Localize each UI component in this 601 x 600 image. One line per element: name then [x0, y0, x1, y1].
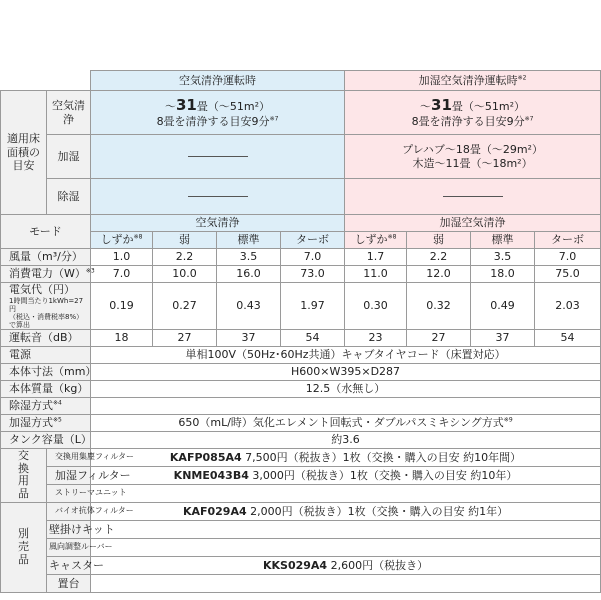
noise-row: [1, 329, 601, 346]
replacement-item-desc: KNME043B4 3,000円（税抜き）1枚（交換・購入の目安 約10年）: [91, 466, 601, 484]
electricity-value: 1.97: [281, 283, 345, 330]
replacement-row: [1, 466, 601, 484]
tank-label: タンク容量（L）: [1, 431, 91, 448]
weight-value: 12.5（水無し）: [91, 380, 601, 397]
electricity-row: [1, 283, 601, 330]
floor-area-air-row: [1, 91, 601, 135]
power-source-value: 単相100V（50Hz･60Hz共通）キャブタイヤコード（床置対応）: [91, 346, 601, 363]
air-clean-mode-header: 空気清浄運転時: [91, 71, 345, 91]
noise-value: 54: [535, 329, 601, 346]
floor-area-dehumid-air: [91, 179, 345, 215]
airflow-value: 7.0: [535, 249, 601, 266]
airflow-label: 風量（m³/分）: [1, 249, 91, 266]
replacement-label: 交換用品: [1, 448, 47, 502]
power-value: 16.0: [217, 266, 281, 283]
noise-value: 37: [217, 329, 281, 346]
dehumid-method-label: 除湿方式$^{※4}$: [1, 397, 91, 414]
humid-clean-mode-header: 加湿空気清浄運転時$^{※2}$: [345, 71, 601, 91]
noise-value: 54: [281, 329, 345, 346]
airflow-value: 1.7: [345, 249, 407, 266]
replacement-item-desc: KAFP085A4 7,500円（税抜き）1枚（交換・購入の目安 約10年間）: [91, 448, 601, 466]
mode-air-quiet: しずか$^{※8}$: [91, 232, 153, 249]
floor-area-dehumid-humid: [345, 179, 601, 215]
replacement-item-name: 加湿フィルター: [47, 466, 91, 484]
electricity-value: 0.30: [345, 283, 407, 330]
replacement-row: [1, 448, 601, 466]
option-item-name: 風向調整ルーバー: [47, 538, 91, 556]
electricity-value: 0.43: [217, 283, 281, 330]
dehumid-method-row: [1, 397, 601, 414]
floor-area-humid-row: [1, 135, 601, 179]
mode-air-low: 弱: [153, 232, 217, 249]
noise-label: 運転音（dB）: [1, 329, 91, 346]
mode-names-row: [1, 232, 601, 249]
option-item-desc: KAF029A4 2,000円（税抜き）1枚（交換・購入の目安 約1年）: [91, 502, 601, 520]
floor-area-label: 適用床面積の目安: [1, 91, 47, 215]
floor-area-humid-air: [91, 135, 345, 179]
floor-area-dehumid-row: [1, 179, 601, 215]
replacement-item-name: ストリーマユニット: [47, 484, 91, 502]
floor-area-dehumid-label: 除湿: [47, 179, 91, 215]
floor-area-humid-clean: 〜31畳（〜51m²） 8畳を清浄する目安9分$^{※7}$: [345, 91, 601, 135]
airflow-value: 3.5: [217, 249, 281, 266]
dimensions-label: 本体寸法（mm）: [1, 363, 91, 380]
floor-area-humid-label: 加湿: [47, 135, 91, 179]
option-row: [1, 538, 601, 556]
power-value: 12.0: [407, 266, 471, 283]
electricity-value: 0.32: [407, 283, 471, 330]
mode-air-turbo: ターボ: [281, 232, 345, 249]
dehumid-method-value: [91, 397, 601, 414]
option-item-name: 置台: [47, 574, 91, 592]
option-item-desc: [91, 538, 601, 556]
airflow-value: 1.0: [91, 249, 153, 266]
power-value: 7.0: [91, 266, 153, 283]
mode-header-row: [1, 71, 601, 91]
power-value: 11.0: [345, 266, 407, 283]
option-item-desc: [91, 574, 601, 592]
replacement-item-name: 交換用集塵フィルター: [47, 448, 91, 466]
spec-table: [0, 70, 601, 593]
replacement-item-desc: [91, 484, 601, 502]
power-value: 18.0: [471, 266, 535, 283]
noise-value: 18: [91, 329, 153, 346]
tank-row: [1, 431, 601, 448]
option-row: [1, 502, 601, 520]
power-row: [1, 266, 601, 283]
weight-row: [1, 380, 601, 397]
noise-value: 23: [345, 329, 407, 346]
noise-value: 27: [407, 329, 471, 346]
option-item-name: バイオ抗体フィルター: [47, 502, 91, 520]
replacement-row: [1, 484, 601, 502]
mode-label: モード: [1, 215, 91, 249]
power-value: 75.0: [535, 266, 601, 283]
power-source-row: [1, 346, 601, 363]
humid-method-label: 加湿方式$^{※5}$: [1, 414, 91, 431]
electricity-value: 2.03: [535, 283, 601, 330]
electricity-value: 0.27: [153, 283, 217, 330]
noise-value: 37: [471, 329, 535, 346]
power-value: 73.0: [281, 266, 345, 283]
humid-method-row: [1, 414, 601, 431]
electricity-value: 0.49: [471, 283, 535, 330]
option-item-name: 壁掛けキット: [47, 520, 91, 538]
tank-value: 約3.6: [91, 431, 601, 448]
floor-area-humid-values: プレハブ〜18畳（〜29m²） 木造〜11畳（〜18m²）: [345, 135, 601, 179]
mode-group-row: [1, 215, 601, 232]
power-label: 消費電力$(W)^{※3}$: [1, 266, 91, 283]
option-item-desc: [91, 520, 601, 538]
power-value: 10.0: [153, 266, 217, 283]
mode-humid-standard: 標準: [471, 232, 535, 249]
airflow-value: 2.2: [407, 249, 471, 266]
power-source-label: 電源: [1, 346, 91, 363]
option-row: [1, 520, 601, 538]
weight-label: 本体質量（kg）: [1, 380, 91, 397]
mode-humid-low: 弱: [407, 232, 471, 249]
mode-humid-clean-label: 加湿空気清浄: [345, 215, 601, 232]
option-row: [1, 574, 601, 592]
airflow-value: 2.2: [153, 249, 217, 266]
airflow-value: 3.5: [471, 249, 535, 266]
mode-air-standard: 標準: [217, 232, 281, 249]
dimensions-value: H600×W395×D287: [91, 363, 601, 380]
mode-humid-quiet: しずか$^{※8}$: [345, 232, 407, 249]
floor-area-air-clean: 〜31畳（〜51m²） 8畳を清浄する目安9分$^{※7}$: [91, 91, 345, 135]
airflow-value: 7.0: [281, 249, 345, 266]
option-item-name: キャスター: [47, 556, 91, 574]
humid-method-value: 650（mL/時）気化エレメント回転式・ダブルパスミキシング方式$^{※9}$: [91, 414, 601, 431]
option-item-desc: KKS029A4 2,600円（税抜き）: [91, 556, 601, 574]
option-row: [1, 556, 601, 574]
mode-humid-turbo: ターボ: [535, 232, 601, 249]
mode-air-clean-label: 空気清浄: [91, 215, 345, 232]
dimensions-row: [1, 363, 601, 380]
floor-area-air-label: 空気清浄: [47, 91, 91, 135]
airflow-row: [1, 249, 601, 266]
electricity-value: 0.19: [91, 283, 153, 330]
options-label: 別売品: [1, 502, 47, 592]
electricity-label: 電気代（円） 1時間当たり1kWh=27円 （税込・消費税率8%）で算出: [1, 283, 91, 330]
noise-value: 27: [153, 329, 217, 346]
